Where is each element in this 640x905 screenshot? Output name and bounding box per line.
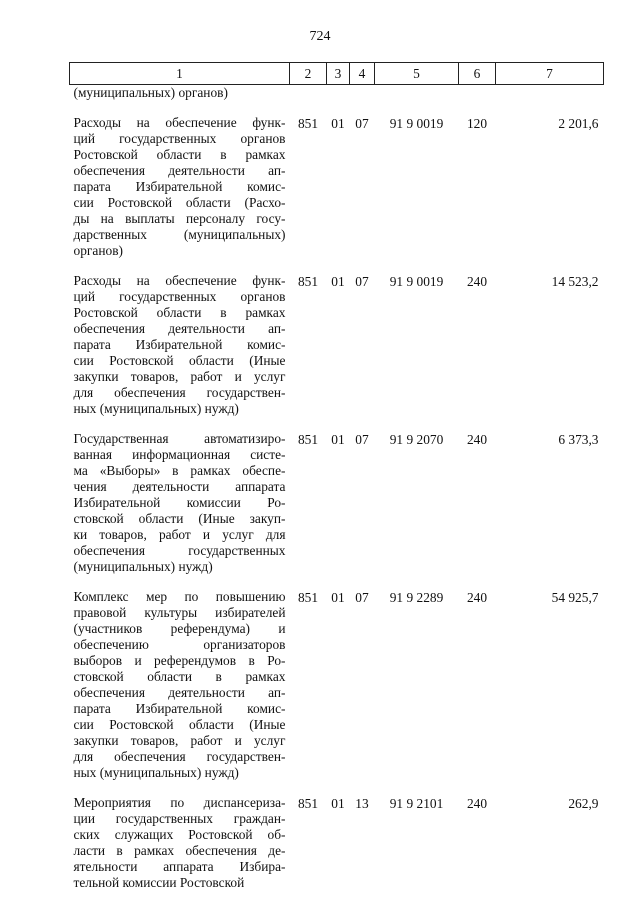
description-line: ятельности аппарата Избира- (73, 859, 286, 874)
row-spacer (70, 781, 604, 795)
table-row (70, 115, 604, 259)
cell-subsection-code: 07 (355, 590, 369, 605)
cell-expense-type-code: 120 (466, 116, 488, 131)
description-line: чения деятельности аппарата (73, 479, 286, 494)
cell-target-article-code: 91 9 0019 (389, 116, 444, 131)
description-line: (муниципальных) нужд) (73, 559, 213, 574)
row-spacer (70, 417, 604, 431)
column-header-1: 1 (70, 63, 290, 85)
cell-amount: 14 523,2 (551, 274, 599, 289)
cell-section-code: 01 (331, 432, 345, 447)
description-line: ки товаров, работ и услуг для (73, 527, 286, 542)
description-line: сии Ростовской области (Иные (73, 717, 286, 732)
description-line: сии Ростовской области (Расхо- (73, 195, 286, 210)
column-header-5: 5 (375, 63, 459, 85)
description-line: закупки товаров, работ и услуг (73, 369, 286, 384)
description-line: (участников референдума) и (73, 621, 286, 636)
budget-table (69, 62, 604, 891)
description-line: сии Ростовской области (Иные (73, 353, 286, 368)
description-line: ма «Выборы» в рамках обеспе- (73, 463, 286, 478)
row-spacer (70, 259, 604, 273)
table-row (70, 589, 604, 781)
cell-expense-type-code (459, 85, 496, 102)
description-line: обеспечения деятельности ап- (73, 163, 286, 178)
column-header-7: 7 (496, 63, 604, 85)
table-header (70, 63, 604, 85)
description-line: (муниципальных) органов) (73, 85, 228, 100)
description-line: ских служащих Ростовской об- (73, 827, 286, 842)
table-row (70, 431, 604, 575)
column-header-3: 3 (327, 63, 350, 85)
description-line: обеспечения деятельности ап- (73, 685, 286, 700)
description-line: стовской области (Иные закуп- (73, 511, 286, 526)
description-line: парата Избирательной комис- (73, 701, 286, 716)
cell-section-code: 01 (331, 796, 345, 811)
description-line: органов) (73, 243, 123, 258)
row-description (70, 273, 290, 417)
row-spacer-cell (70, 101, 604, 115)
description-line: ды на выплаты персоналу госу- (73, 211, 286, 226)
row-description (70, 589, 290, 781)
description-line: ванная информационная систе- (73, 447, 286, 462)
row-description (70, 85, 290, 102)
page-number: 724 (309, 29, 331, 44)
cell-section-code: 01 (331, 116, 345, 131)
description-line: парата Избирательной комис- (73, 179, 286, 194)
cell-section-code: 01 (331, 274, 345, 289)
cell-expense-type-code: 240 (466, 796, 488, 811)
row-description (70, 795, 290, 891)
description-line: тельной комиссии Ростовской (73, 875, 245, 890)
description-line: ций государственных органов (73, 289, 286, 304)
description-line: обеспечения государственных (73, 543, 286, 558)
description-line: Ростовской области в рамках (73, 305, 286, 320)
description-line: Государственная автоматизиро- (73, 431, 286, 446)
cell-expense-type-code: 240 (466, 590, 488, 605)
table-row (70, 795, 604, 891)
description-line: Ростовской области в рамках (73, 147, 286, 162)
cell-section-code (327, 85, 350, 102)
cell-admin-code: 851 (297, 274, 319, 289)
description-line: для обеспечения государствен- (73, 749, 286, 764)
description-line: Избирательной комиссии Ро- (73, 495, 286, 510)
header-row (70, 63, 604, 85)
cell-section-code: 01 (331, 590, 345, 605)
column-header-2: 2 (290, 63, 327, 85)
table-row (70, 273, 604, 417)
row-spacer-cell (70, 417, 604, 431)
description-line: ласти в рамках обеспечения де- (73, 843, 286, 858)
description-line: ных (муниципальных) нужд) (73, 401, 239, 416)
cell-subsection-code: 07 (355, 432, 369, 447)
cell-subsection-code (350, 85, 375, 102)
cell-subsection-code: 13 (355, 796, 369, 811)
cell-target-article-code: 91 9 2101 (389, 796, 444, 811)
cell-amount: 6 373,3 (558, 432, 599, 447)
row-spacer (70, 101, 604, 115)
row-spacer-cell (70, 259, 604, 273)
cell-admin-code: 851 (297, 590, 319, 605)
row-spacer-cell (70, 781, 604, 795)
cell-admin-code: 851 (297, 796, 319, 811)
description-line: Расходы на обеспечение функ- (73, 115, 286, 130)
description-line: дарственных (муниципальных) (73, 227, 286, 242)
cell-admin-code (290, 85, 327, 102)
cell-amount (496, 85, 604, 102)
cell-amount: 54 925,7 (551, 590, 599, 605)
cell-target-article-code: 91 9 0019 (389, 274, 444, 289)
row-spacer (70, 575, 604, 589)
cell-target-article-code: 91 9 2289 (389, 590, 444, 605)
column-header-4: 4 (350, 63, 375, 85)
description-line: Мероприятия по диспансериза- (73, 795, 286, 810)
row-description (70, 115, 290, 259)
description-line: Расходы на обеспечение функ- (73, 273, 286, 288)
table-body (70, 85, 604, 892)
cell-amount: 2 201,6 (558, 116, 599, 131)
description-line: ций государственных органов (73, 131, 286, 146)
description-line: стовской области в рамках (73, 669, 286, 684)
cell-subsection-code: 07 (355, 274, 369, 289)
cell-expense-type-code: 240 (466, 432, 488, 447)
description-line: выборов и референдумов в Ро- (73, 653, 286, 668)
description-line: правовой культуры избирателей (73, 605, 286, 620)
cell-amount: 262,9 (568, 796, 599, 811)
description-line: закупки товаров, работ и услуг (73, 733, 286, 748)
cell-target-article-code: 91 9 2070 (389, 432, 444, 447)
cell-target-article-code (375, 85, 459, 102)
description-line: ных (муниципальных) нужд) (73, 765, 239, 780)
row-description (70, 431, 290, 575)
description-line: парата Избирательной комис- (73, 337, 286, 352)
description-line: обеспечения деятельности ап- (73, 321, 286, 336)
row-spacer-cell (70, 575, 604, 589)
column-header-6: 6 (459, 63, 496, 85)
cell-subsection-code: 07 (355, 116, 369, 131)
description-line: обеспечению организаторов (73, 637, 286, 652)
cell-admin-code: 851 (297, 116, 319, 131)
cell-expense-type-code: 240 (466, 274, 488, 289)
description-line: ции государственных граждан- (73, 811, 286, 826)
description-line: Комплекс мер по повышению (73, 589, 286, 604)
cell-admin-code: 851 (297, 432, 319, 447)
table-row (70, 85, 604, 102)
description-line: для обеспечения государствен- (73, 385, 286, 400)
